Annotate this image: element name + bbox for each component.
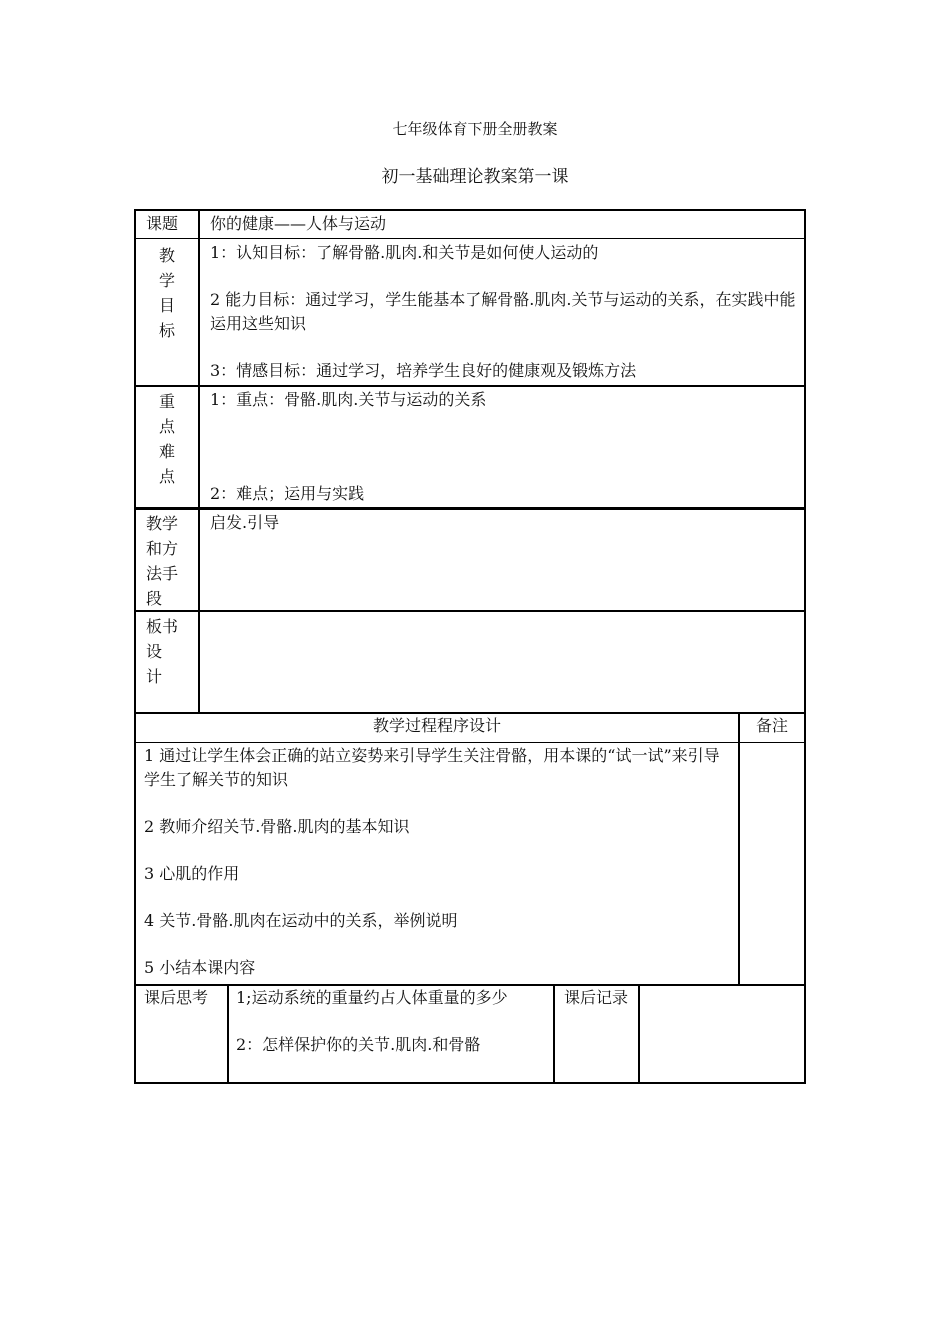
process-header: 教学过程程序设计 (372, 716, 501, 735)
objective-cognitive: 1：认知目标：了解骨骼.肌肉.和关节是如何使人运动的 (210, 243, 599, 262)
table-border-right (804, 209, 806, 1084)
process-content (144, 744, 734, 980)
document-subtitle: 初一基础理论教案第一课 (381, 167, 569, 187)
objective-ability: 2 能力目标：通过学习，学生能基本了解骨骼.肌肉.关节与运动的关系，在实践中能运用这些知识 (210, 290, 796, 333)
objective-affective: 3：情感目标：通过学习，培养学生良好的健康观及锻炼方法 (210, 361, 637, 380)
lesson-plan-table (134, 209, 806, 1084)
notes-column-divider (738, 712, 740, 985)
row-divider (134, 385, 806, 387)
label-column-divider (198, 209, 200, 713)
process-step: 1 通过让学生体会正确的站立姿势来引导学生关注骨骼，用本课的“试一试”来引导学生了解关节的知识 (144, 746, 720, 789)
reflection-question: 2：怎样保护你的关节.肌肉.和骨骼 (236, 1035, 481, 1054)
reflection-question: 1;运动系统的重量约占人体重量的多少 (236, 988, 508, 1007)
keypoint-difficulty: 2：难点；运用与实践 (210, 484, 365, 503)
row-divider (134, 742, 806, 743)
table-border-top (134, 209, 806, 211)
process-step: 4 关节.骨骼.肌肉在运动中的关系，举例说明 (144, 911, 458, 930)
reflection-content (236, 986, 552, 1057)
table-border-bottom (134, 1082, 806, 1084)
row-divider (134, 238, 806, 239)
reflection-label: 课后思考 (144, 988, 209, 1007)
keypoint-focus: 1：重点：骨骼.肌肉.关节与运动的关系 (210, 390, 487, 409)
method-label: 教学 和方 法手 段 (146, 514, 179, 608)
row-divider (134, 610, 806, 612)
document-title: 七年级体育下册全册教案 (392, 120, 558, 138)
notes-header: 备注 (755, 716, 788, 735)
reflection-divider (227, 984, 229, 1083)
objectives-content (210, 241, 802, 383)
topic-value: 你的健康——人体与运动 (210, 214, 387, 233)
row-divider (134, 507, 806, 510)
record-divider (638, 984, 640, 1083)
method-value: 启发.引导 (210, 513, 280, 532)
process-step: 5 小结本课内容 (144, 958, 256, 977)
topic-label: 课题 (146, 214, 179, 233)
process-step: 3 心肌的作用 (144, 864, 240, 883)
record-label: 课后记录 (564, 988, 629, 1007)
board-label: 板书 设 计 (146, 617, 179, 686)
process-step: 2 教师介绍关节.骨骼.肌肉的基本知识 (144, 817, 410, 836)
keypoints-label: 重 点 难 点 (158, 392, 175, 486)
objectives-label: 教 学 目 标 (158, 246, 175, 340)
reflection-divider (553, 984, 555, 1083)
